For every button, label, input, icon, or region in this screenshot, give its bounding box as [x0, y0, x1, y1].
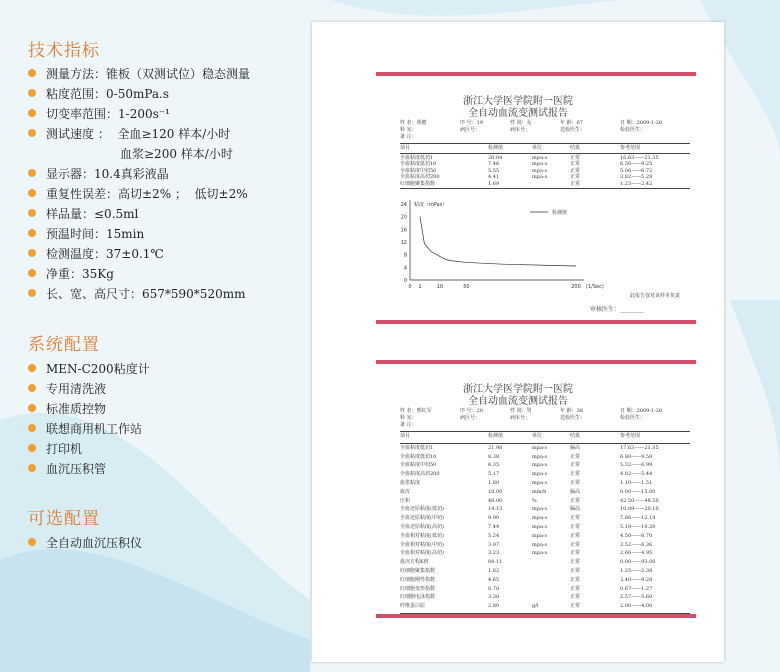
column-header: 单位 [532, 145, 543, 151]
bullet-icon [28, 89, 36, 97]
section-title-config: 系统配置 [28, 335, 100, 355]
table-cell: 正常 [570, 568, 581, 574]
spec-item-continuation: 血浆≥200 样本/小时 [120, 146, 233, 161]
table-row [400, 550, 690, 556]
table-cell: 全血相对粘度(中切) [400, 541, 444, 548]
table-cell: 5.17 [488, 471, 500, 478]
bullet-icon [28, 69, 36, 77]
table-row [400, 168, 690, 174]
report2-table [400, 433, 690, 613]
table-cell: mpa·s [532, 453, 548, 460]
report1-viscosity-chart [396, 198, 616, 294]
report1-top-bar [376, 72, 696, 76]
bullet-icon [28, 424, 36, 432]
table-cell: 7.86——12.14 [620, 515, 656, 522]
column-header: 项目 [400, 145, 411, 151]
spec-item: 粘度范围：0-50mPa.s [28, 84, 169, 102]
spec-item: 测量方法：锥板（双测试位）稳态测量 [28, 64, 250, 82]
table-cell: 正常 [570, 576, 581, 583]
table-cell: 1.62 [488, 568, 500, 574]
table-cell: 0.67——1.27 [620, 585, 653, 592]
table-cell: 0.00——15.00 [620, 488, 656, 495]
column-header: 检测值 [488, 433, 504, 439]
table-cell: 正常 [570, 594, 581, 601]
table-cell: g/l [532, 603, 539, 610]
table-cell: mpa·s [532, 444, 548, 451]
table-cell: 血沉方程K值 [400, 559, 429, 566]
legend-label: 检测值 [552, 210, 568, 216]
table-cell: 3.38 [488, 594, 500, 601]
column-header: 检测值 [488, 145, 504, 151]
table-cell: 20.04 [488, 154, 503, 161]
table-row [400, 577, 690, 583]
table-cell: 正常 [570, 559, 581, 566]
bullet-icon [28, 129, 36, 137]
divider [400, 153, 690, 154]
table-row [400, 445, 690, 451]
table-cell: mpa·s [532, 532, 548, 539]
spec-item: 显示器：10.4真彩液晶 [28, 164, 169, 182]
y-tick-label: 16 [400, 227, 407, 234]
table-cell: 偏高 [570, 488, 581, 495]
table-header [400, 145, 690, 151]
table-cell: 正常 [570, 161, 581, 167]
table-cell: 2.80 [488, 603, 500, 610]
section-title-optional: 可选配置 [28, 509, 100, 529]
table-cell: 6.80——9.58 [620, 453, 653, 460]
table-cell: 3.52——6.36 [620, 541, 653, 548]
table-cell: 10.09——20.10 [620, 506, 659, 513]
table-cell: 正常 [570, 174, 581, 180]
spec-item: 净重：35Kg [28, 264, 114, 282]
table-cell: 48.00 [488, 497, 503, 504]
table-cell: 红细胞聚集指数 [400, 568, 436, 574]
table-cell: 6.35 [488, 462, 500, 469]
config-item: MEN-C200粘度计 [28, 359, 150, 377]
table-row [400, 480, 690, 486]
table-cell: 1.69 [488, 180, 500, 187]
report1-report-title: 全自动血流变测试报告 [468, 108, 568, 119]
spec-item: 测试速度 ： 全血≥120 样本/小时 [28, 124, 230, 142]
bullet-icon [28, 364, 36, 372]
table-cell: 7.44 [488, 524, 500, 530]
table-row [400, 174, 690, 180]
column-header: 结果 [570, 433, 581, 439]
table-cell: 7.46 [488, 161, 500, 167]
table-cell: 正常 [570, 585, 581, 592]
report2-bottom-bar [376, 614, 696, 618]
table-cell: 16.63——21.35 [620, 154, 659, 161]
divider [400, 143, 690, 144]
config-item: 标准质控物 [28, 399, 106, 417]
x-tick-label: 10 [436, 284, 444, 290]
report1-patient-info: 姓 名：黄健 序 号：19 性 别：女 年 龄：67 日 期：2009-1-20 科 室： 病区号： 病床号： 送检医生： 检验医生： 备 注： [400, 120, 663, 140]
table-cell: 0.78 [488, 585, 500, 592]
y-tick-label: 24 [400, 202, 407, 208]
x-tick-label: 200 [571, 284, 581, 290]
spec-item: 切变率范围：1-200s⁻¹ [28, 104, 170, 122]
report1-signature: 审核医生：________ [590, 306, 645, 313]
divider [400, 431, 690, 432]
table-cell: 血浆粘度 [400, 480, 421, 486]
table-cell: 血沉 [400, 488, 411, 495]
config-item: 打印机 [28, 439, 82, 457]
table-cell: 偏高 [570, 506, 581, 513]
table-cell: mpa·s [532, 541, 548, 548]
report1-hospital-name: 浙江大学医学院附一医院 [463, 96, 573, 107]
table-row [400, 498, 690, 504]
table-cell: 2.66——4.95 [620, 550, 653, 557]
table-cell: 2.00——4.00 [620, 603, 653, 610]
table-cell: 全血还原粘度(高切) [400, 524, 444, 530]
table-cell: 14.13 [488, 506, 503, 513]
table-cell: 1.23——2.42 [620, 180, 653, 187]
x-tick-label: 50 [463, 284, 470, 290]
table-cell: 8.38 [488, 453, 500, 460]
table-cell: mm/h [532, 488, 547, 495]
table-row [400, 515, 690, 521]
table-row [400, 603, 690, 609]
table-row [400, 462, 690, 468]
table-cell: 正常 [570, 524, 581, 530]
spec-item: 预温时间：15min [28, 224, 144, 242]
column-header: 参考范围 [620, 433, 641, 439]
spec-item: 检测温度：37±0.1℃ [28, 244, 164, 262]
spec-item: 重复性误差：高切±2% ； 低切±2% [28, 184, 248, 202]
bullet-icon [28, 404, 36, 412]
table-cell: 正常 [570, 167, 581, 174]
bullet-icon [28, 189, 36, 197]
table-cell: 4.41 [488, 174, 500, 180]
table-cell: 全血还原粘度(中切) [400, 515, 444, 522]
table-cell: 18.00 [488, 488, 503, 495]
bullet-icon [28, 384, 36, 392]
optional-item: 全自动血沉压积仪 [28, 533, 142, 551]
table-row [400, 533, 690, 539]
table-cell: 3.23 [488, 550, 500, 557]
table-row [400, 454, 690, 460]
table-cell: mpa·s [532, 515, 548, 522]
report2-patient-info: 姓 名：邢红军 序 号：20 性 别：男 年 龄：38 日 期：2009-1-20 科 室： 病区号： 病床号： 送检医生： 检验医生： 备 注： [400, 408, 663, 428]
x-tick-label: 1 [418, 284, 422, 290]
table-cell: mpa·s [532, 161, 548, 167]
table-cell: 全血粘度低切1 [400, 154, 434, 161]
table-cell: 全血还原粘度(低切) [400, 506, 444, 513]
table-cell: 正常 [570, 515, 581, 522]
bullet-icon [28, 538, 36, 546]
table-cell: 4.02——5.44 [620, 471, 653, 478]
section-title-specs: 技术指标 [28, 41, 100, 61]
table-cell: 全血粘度低切1 [400, 444, 434, 451]
table-cell: 正常 [570, 480, 581, 486]
table-cell: 正常 [570, 603, 581, 610]
table-cell: 5.24 [488, 532, 500, 539]
table-row [400, 542, 690, 548]
table-cell: 3.40——9.28 [620, 576, 653, 583]
table-cell: 全血相对粘度(低切) [400, 532, 444, 539]
table-row [400, 594, 690, 600]
table-cell: mpa·s [532, 174, 548, 180]
column-header: 参考范围 [620, 145, 641, 151]
bullet-icon [28, 169, 36, 177]
table-cell: 全血粘度高切200 [400, 471, 440, 478]
table-row [400, 181, 690, 187]
report-paper [312, 22, 724, 662]
table-cell: 1.10——1.51 [620, 480, 653, 486]
table-cell: 正常 [570, 453, 581, 460]
table-cell: 1.25——2.38 [620, 568, 653, 574]
table-row [400, 559, 690, 565]
table-cell: 42.50——48.50 [620, 497, 659, 504]
table-cell: 正常 [570, 471, 581, 478]
divider [400, 188, 690, 189]
table-cell: 9.90 [488, 515, 500, 522]
table-cell: 正常 [570, 180, 581, 187]
table-cell: 全血粘度中切50 [400, 167, 437, 174]
table-row [400, 568, 690, 574]
table-row [400, 506, 690, 512]
table-cell: 0.00——93.00 [620, 559, 656, 566]
bullet-icon [28, 289, 36, 297]
table-cell: 2.57——5.60 [620, 594, 653, 601]
table-cell: 正常 [570, 550, 581, 557]
table-row [400, 161, 690, 167]
y-tick-label: 8 [403, 252, 407, 259]
table-cell: 5.18——10.20 [620, 524, 656, 530]
y-tick-label: 0 [403, 278, 407, 284]
table-cell: 4.50——8.70 [620, 532, 653, 539]
table-cell: % [532, 497, 537, 504]
config-item: 血沉压积管 [28, 459, 106, 477]
column-header: 项目 [400, 433, 411, 439]
config-item: 联想商用机工作站 [28, 419, 142, 437]
table-cell: 5.55 [488, 167, 500, 174]
table-cell: 红细胞刚性指数 [400, 576, 436, 583]
table-cell: 压积 [400, 497, 411, 504]
y-tick-label: 4 [403, 265, 407, 272]
table-cell: 红细胞电泳指数 [400, 594, 436, 601]
table-cell: 正常 [570, 532, 581, 539]
table-row [400, 524, 690, 530]
report2-report-title: 全自动血流变测试报告 [468, 396, 568, 407]
table-cell: 3.82——5.28 [620, 174, 653, 180]
column-header: 单位 [532, 433, 543, 439]
report1-bottom-bar [376, 320, 696, 324]
report2-top-bar [376, 360, 696, 364]
chart-title: 粘度（mPas） [414, 202, 448, 208]
table-cell: 1.60 [488, 480, 500, 486]
y-tick-label: 20 [400, 214, 407, 221]
table-cell: mpa·s [532, 480, 548, 486]
x-axis-label: (1/Sec) [586, 284, 604, 290]
table-cell: 正常 [570, 541, 581, 548]
bullet-icon [28, 209, 36, 217]
table-cell: 红细胞变形指数 [400, 585, 436, 592]
series-line [420, 217, 576, 266]
table-cell: mpa·s [532, 471, 548, 478]
report1-table [400, 145, 690, 189]
table-row [400, 155, 690, 161]
table-cell: 4.65 [488, 576, 500, 583]
table-cell: mpa·s [532, 462, 548, 469]
spec-item: 样品量：≤0.5ml [28, 204, 138, 222]
table-cell: 21.98 [488, 444, 503, 451]
bullet-icon [28, 269, 36, 277]
bullet-icon [28, 444, 36, 452]
table-cell: 红细胞聚集指数 [400, 180, 436, 187]
table-cell: 正常 [570, 154, 581, 161]
table-cell: 17.63——21.35 [620, 444, 659, 451]
table-cell: 正常 [570, 497, 581, 504]
table-cell: 3.97 [488, 541, 500, 548]
table-cell: mpa·s [532, 550, 548, 557]
table-cell: 全血粘度低切10 [400, 161, 437, 167]
x-tick-label: 0 [408, 284, 412, 290]
bullet-icon [28, 109, 36, 117]
table-cell: 偏高 [570, 444, 581, 451]
column-header: 结果 [570, 145, 581, 151]
spec-item: 长、宽、高尺寸：657*590*520mm [28, 284, 245, 302]
bullet-icon [28, 249, 36, 257]
table-cell: 84.11 [488, 559, 503, 566]
config-item: 专用清洗液 [28, 379, 106, 397]
table-cell: mpa·s [532, 167, 548, 174]
table-cell: mpa·s [532, 154, 548, 161]
table-row [400, 586, 690, 592]
table-cell: 6.50——9.25 [620, 161, 653, 167]
bullet-icon [28, 464, 36, 472]
y-tick-label: 12 [400, 240, 407, 246]
report2-hospital-name: 浙江大学医学院附一医院 [463, 384, 573, 395]
table-cell: 全血相对粘度(高切) [400, 550, 444, 557]
table-cell: 全血粘度中切50 [400, 462, 437, 469]
table-cell: mpa·s [532, 506, 548, 513]
table-row [400, 471, 690, 477]
table-cell: 5.06——6.72 [620, 167, 653, 174]
table-header [400, 433, 690, 439]
table-cell: 纤维蛋白原 [400, 603, 426, 610]
table-cell: 全血粘度高切200 [400, 174, 440, 180]
spec-panel [0, 0, 300, 672]
table-cell: mpa·s [532, 524, 548, 530]
bullet-icon [28, 229, 36, 237]
table-cell: 正常 [570, 462, 581, 469]
table-cell: 5.32——6.99 [620, 462, 653, 469]
table-row [400, 489, 690, 495]
table-cell: 全血粘度低切10 [400, 453, 437, 460]
report1-note: 此报告仅对该样本负责 [630, 293, 681, 299]
divider [400, 443, 690, 444]
